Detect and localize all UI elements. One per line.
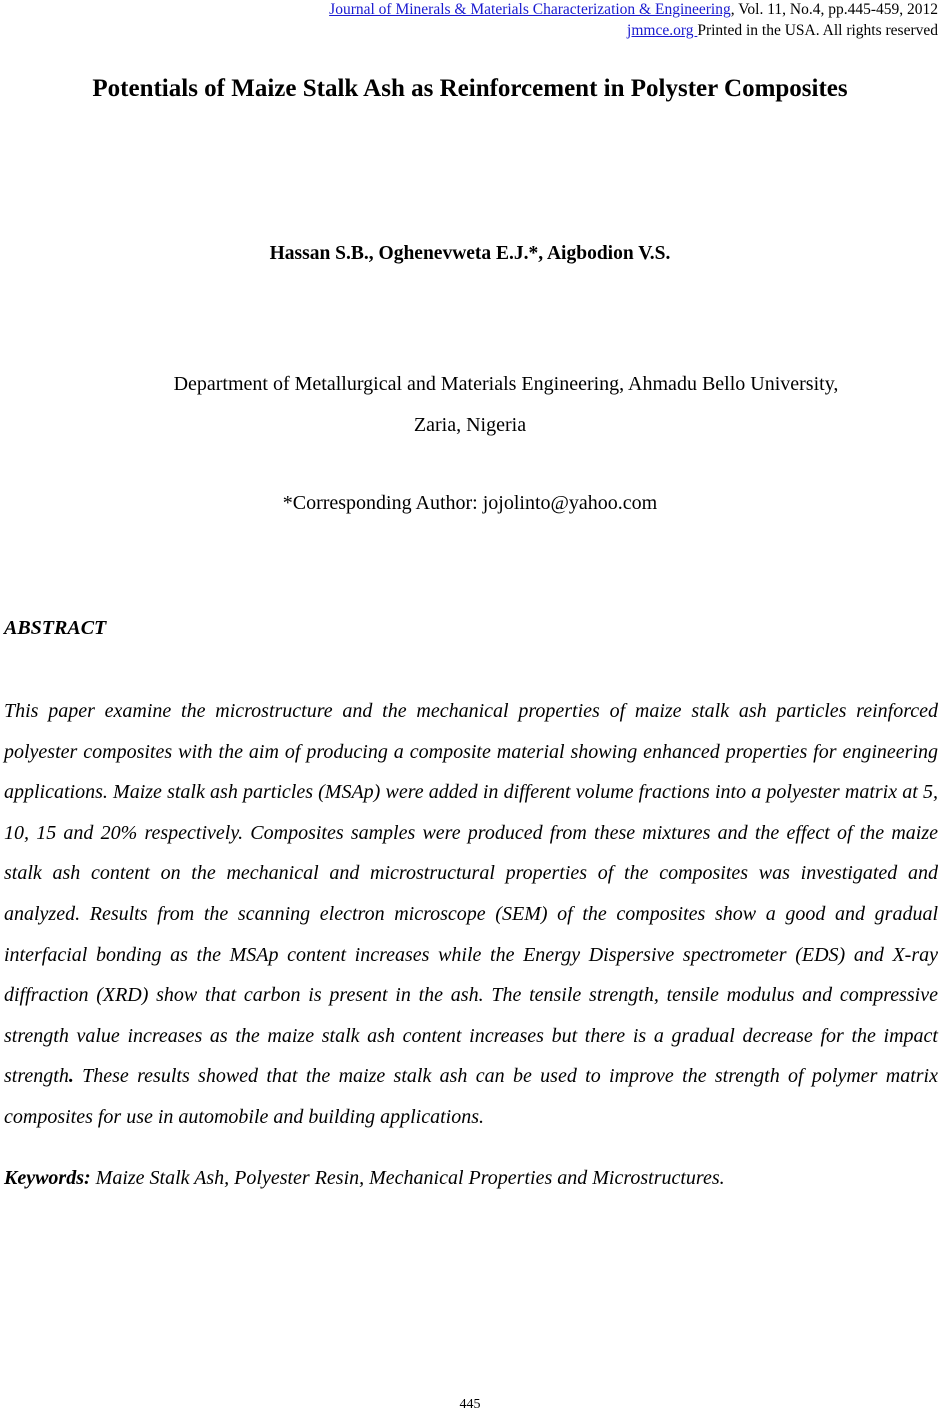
abstract-heading: ABSTRACT xyxy=(4,617,107,639)
abstract-text-part-2: These results showed that the maize stalk ash can be used to improve the strength of polymer matrix composites for use in automobile and building applications. xyxy=(4,1065,938,1128)
journal-link[interactable]: Journal of Minerals & Materials Characterization & Engineering xyxy=(329,1,731,18)
keywords xyxy=(4,1164,938,1192)
corresponding-author: *Corresponding Author: jojolinto@yahoo.com xyxy=(282,492,658,514)
abstract-bold-period: . xyxy=(68,1065,74,1088)
affiliation-line-2: Zaria, Nigeria xyxy=(413,414,527,436)
journal-header-line xyxy=(329,0,938,20)
site-link[interactable]: jmmce.org xyxy=(627,22,698,39)
journal-citation: , Vol. 11, No.4, pp.445-459, 2012 xyxy=(730,1,938,18)
page-number: 445 xyxy=(459,1397,481,1412)
keywords-text: Maize Stalk Ash, Polyester Resin, Mechanical Properties and Microstructures. xyxy=(90,1167,725,1189)
rights-statement: Printed in the USA. All rights reserved xyxy=(697,22,938,39)
abstract-text-part-1: This paper examine the microstructure and the mechanical properties of maize stalk ash particles reinforced polyester composites with the aim of producing a composite material showing enhanced properties for engineering applications. Maize stalk ash particles (MSAp) were added in different volume fractions into a polyester matrix at 5, 10, 15 and 20% respectively. Composites samples were produced from these mixtures and the effect of the maize stalk ash content on the mechanical and microstructural properties of the composites was investigated and analyzed. Results from the scanning electron microscope (SEM) of the composites show a good and gradual interfacial bonding as the MSAp content increases while the Energy Dispersive spectrometer (EDS) and X-ray diffraction (XRD) show that carbon is present in the ash. The tensile strength, tensile modulus and compressive strength value increases as the maize stalk ash content increases but there is a gradual decrease for the impact strength xyxy=(4,700,938,1088)
author-list: Hassan S.B., Oghenevweta E.J.*, Aigbodion V.S. xyxy=(269,243,671,264)
abstract-body xyxy=(4,691,938,1138)
keywords-label: Keywords: xyxy=(4,1167,91,1189)
affiliation xyxy=(0,364,940,446)
affiliation-line-1: Department of Metallurgical and Materials Engineering, Ahmadu Bello University, xyxy=(173,373,839,395)
publisher-header-line xyxy=(627,21,938,41)
paper-title: Potentials of Maize Stalk Ash as Reinforcement in Polyster Composites xyxy=(92,75,848,102)
